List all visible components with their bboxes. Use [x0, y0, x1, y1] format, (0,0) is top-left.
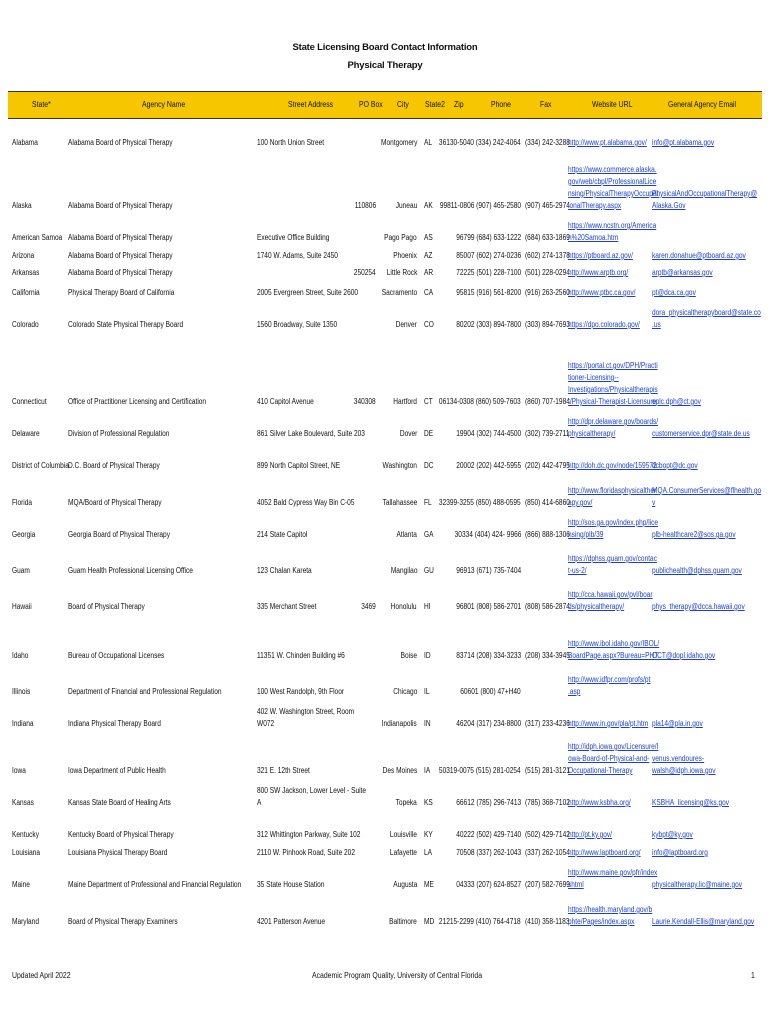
- agency-name: Division of Professional Regulation: [68, 429, 170, 438]
- city: Des Moines: [382, 766, 417, 775]
- agency-name: MQA/Board of Physical Therapy: [68, 498, 162, 507]
- state-code: ME: [424, 880, 434, 889]
- street-address: 2110 W. Pinhook Road, Suite 202: [257, 848, 355, 857]
- website-link[interactable]: owa-Board-of-Physical-and-: [568, 754, 650, 763]
- website-link[interactable]: http://idph.iowa.gov/Licensure/I: [568, 742, 659, 751]
- fax: (866) 888-1306: [525, 530, 570, 539]
- email-link[interactable]: phys_therapy@dcca.hawaii.gov: [652, 602, 745, 611]
- city: Topeka: [395, 798, 417, 807]
- email-link[interactable]: OCT@dopl.idaho.gov: [652, 651, 716, 660]
- website-link[interactable]: https://ptboard.az.gov/: [568, 251, 633, 260]
- website-link[interactable]: http://doh.dc.gov/node/159572: [568, 461, 657, 470]
- state-code: GU: [424, 566, 434, 575]
- website-link[interactable]: http://www.ibol.idaho.gov/IBOL/: [568, 639, 660, 648]
- state-code: FL: [424, 498, 432, 507]
- col-agency: Agency Name: [142, 100, 186, 109]
- fax: (860) 707-1984: [525, 397, 570, 406]
- state-code: AZ: [424, 251, 433, 260]
- email-link[interactable]: pt@dca.ca.gov: [652, 288, 696, 297]
- state-code: KY: [424, 830, 433, 839]
- state-code: HI: [424, 602, 431, 611]
- col-state: State*: [32, 100, 51, 109]
- street-address: 410 Capitol Avenue: [257, 397, 314, 406]
- po-box: 250254: [354, 268, 376, 277]
- state-code: ID: [424, 651, 431, 660]
- city: Sacramento: [381, 288, 417, 297]
- zip-phone: 85007 (602) 274-0236: [456, 251, 521, 260]
- state-code: DC: [424, 461, 434, 470]
- state-name: Arkansas: [12, 268, 40, 277]
- email-link[interactable]: v: [652, 498, 656, 507]
- website-link[interactable]: https://dphss.guam.gov/contac: [568, 554, 657, 563]
- fax: (303) 894-7693: [525, 320, 570, 329]
- state-name: Delaware: [12, 429, 40, 438]
- state-code: AL: [424, 138, 433, 147]
- website-link[interactable]: https://health.maryland.gov/b: [568, 905, 653, 914]
- fax: (302) 739-2711: [525, 429, 570, 438]
- state-code: CA: [424, 288, 434, 297]
- website-link[interactable]: .asp: [568, 687, 581, 696]
- zip-phone: 36130-5040 (334) 242-4064: [439, 138, 521, 147]
- website-link[interactable]: https://www.ncstn.org/America: [568, 221, 657, 230]
- footer-source: Academic Program Quality, University of Central Florida: [312, 971, 483, 980]
- agency-name: Alabama Board of Physical Therapy: [68, 233, 173, 242]
- website-link[interactable]: phte/Pages/index.aspx: [568, 917, 635, 926]
- zip-phone: 96913 (671) 735-7404: [456, 566, 521, 575]
- website-link[interactable]: ionalTherapy.aspx: [568, 201, 622, 210]
- zip-phone: 95815 (916) 561-8200: [456, 288, 521, 297]
- col-state2: State2: [425, 100, 445, 109]
- website-link[interactable]: http://www.laptboard.org/: [568, 848, 641, 857]
- street-address: 123 Chalan Kareta: [257, 566, 312, 575]
- state-name: American Samoa: [12, 233, 63, 242]
- city: Honolulu: [391, 602, 417, 611]
- email-link[interactable]: plb-healthcare2@sos.ga.gov: [652, 530, 736, 539]
- agency-name: Alabama Board of Physical Therapy: [68, 201, 173, 210]
- fax: (317) 233-4236: [525, 719, 570, 728]
- email-link[interactable]: walsh@idph.iowa.gov: [652, 766, 716, 775]
- state-code: AS: [424, 233, 433, 242]
- city: Atlanta: [396, 530, 417, 539]
- city: Augusta: [392, 880, 417, 889]
- fax: (602) 274-1378: [525, 251, 570, 260]
- email-link[interactable]: publichealth@dphss.guam.gov: [652, 566, 742, 575]
- agency-name: Maine Department of Professional and Financial Regulation: [68, 880, 242, 889]
- state-name: California: [12, 288, 40, 297]
- fax: (850) 414-6860: [525, 498, 570, 507]
- website-link[interactable]: ds/physicaltherapy/: [568, 602, 625, 611]
- state-name: Georgia: [12, 530, 36, 539]
- website-link[interactable]: http://www.ksbha.org/: [568, 798, 631, 807]
- agency-name: Department of Financial and Professional Regulation: [68, 687, 222, 696]
- city: Little Rock: [386, 268, 417, 277]
- agency-name: Iowa Department of Public Health: [68, 766, 166, 775]
- zip-phone: 96799 (684) 633-1222: [456, 233, 521, 242]
- fax: (515) 281-3121: [525, 766, 570, 775]
- email-link[interactable]: Alaska.Gov: [652, 201, 686, 210]
- email-link[interactable]: info@laptboard.org: [652, 848, 708, 857]
- fax: (410) 358-1183: [525, 917, 570, 926]
- fax: (207) 582-7699: [525, 880, 570, 889]
- city: Pago Pago: [384, 233, 417, 242]
- footer-page-number: 1: [751, 971, 755, 980]
- agency-name: Board of Physical Therapy: [68, 602, 145, 611]
- state-code: KS: [424, 798, 433, 807]
- state-code: AK: [424, 201, 433, 210]
- state-code: MD: [424, 917, 435, 926]
- state-name: Kentucky: [12, 830, 39, 839]
- street-address: 800 SW Jackson, Lower Level - Suite: [257, 786, 367, 795]
- city: Denver: [395, 320, 417, 329]
- state-name: Kansas: [12, 798, 34, 807]
- fax: (808) 586-2874: [525, 602, 570, 611]
- state-name: Maryland: [12, 917, 39, 926]
- street-address: 1560 Broadway, Suite 1350: [257, 320, 338, 329]
- document-title: State Licensing Board Contact Information: [292, 42, 478, 53]
- state-name: Hawaii: [12, 602, 32, 611]
- state-code: GA: [424, 530, 434, 539]
- email-link[interactable]: KSBHA_licensing@ks.gov: [652, 798, 730, 807]
- state-name: Florida: [12, 498, 33, 507]
- website-link[interactable]: http://www.pt.alabama.gov/: [568, 138, 647, 147]
- fax: (907) 465-2974: [525, 201, 570, 210]
- email-link[interactable]: info@pt.alabama.gov: [652, 138, 715, 147]
- fax: (208) 334-3945: [525, 651, 570, 660]
- col-street: Street Address: [288, 100, 334, 109]
- website-link[interactable]: t/Physical-Therapist-Licensure: [568, 397, 657, 406]
- po-box: 3469: [361, 602, 376, 611]
- street-address: 214 State Capitol: [257, 530, 308, 539]
- city: Montgomery: [380, 138, 417, 147]
- city: Juneau: [395, 201, 417, 210]
- street-address: 402 W. Washington Street, Room: [257, 707, 355, 716]
- agency-name: Board of Physical Therapy Examiners: [68, 917, 178, 926]
- website-link[interactable]: gov/web/cbpl/ProfessionalLice: [568, 177, 657, 186]
- fax: (501) 228-0294: [525, 268, 570, 277]
- city: Louisville: [390, 830, 417, 839]
- website-link[interactable]: tioner-Licensing--: [568, 373, 619, 382]
- city: Indianapolis: [381, 719, 417, 728]
- website-link[interactable]: https://portal.ct.gov/DPH/Practi: [568, 361, 658, 370]
- website-link[interactable]: http://www.maine.gov/pfr/index: [568, 868, 658, 877]
- fax: (337) 262-1054: [525, 848, 570, 857]
- agency-name: D.C. Board of Physical Therapy: [68, 461, 160, 470]
- website-link[interactable]: n%20Samoa.htm: [568, 233, 619, 242]
- email-link[interactable]: MQA.ConsumerServices@flhealth.go: [652, 486, 762, 495]
- website-link[interactable]: Occupational-Therapy: [568, 766, 633, 775]
- website-link[interactable]: http://cca.hawaii.gov/pvl/boar: [568, 590, 653, 599]
- street-address: 100 West Randolph, 9th Floor: [257, 687, 345, 696]
- email-link[interactable]: venus.vendoures-: [652, 754, 705, 763]
- website-link[interactable]: BoardPage.aspx?Bureau=PHT: [568, 651, 659, 660]
- website-link[interactable]: http://dpr.delaware.gov/boards/: [568, 417, 659, 426]
- city: Chicago: [392, 687, 417, 696]
- state-name: Indiana: [12, 719, 34, 728]
- zip-phone: 40222 (502) 429-7140: [456, 830, 521, 839]
- email-link[interactable]: dora_physicaltherapyboard@state.co: [652, 308, 761, 317]
- agency-name: Alabama Board of Physical Therapy: [68, 268, 173, 277]
- street-address: 312 Whittington Parkway, Suite 102: [257, 830, 361, 839]
- zip-phone: 50319-0075 (515) 281-0254: [439, 766, 521, 775]
- street-address: 899 North Capitol Street, NE: [257, 461, 341, 470]
- email-link[interactable]: PhysicalAndOccupationalTherapy@: [652, 189, 758, 198]
- state-name: District of Columbia: [12, 461, 69, 470]
- website-link[interactable]: https://www.commerce.alaska.: [568, 165, 657, 174]
- street-address: 861 Silver Lake Boulevard, Suite 203: [257, 429, 365, 438]
- website-link[interactable]: nsing/PhysicalTherapyOccupat: [568, 189, 659, 198]
- street-address: Executive Office Building: [257, 233, 330, 242]
- col-pobox: PO Box: [359, 100, 383, 109]
- col-website: Website URL: [592, 100, 633, 109]
- website-link[interactable]: http://pt.ky.gov/: [568, 830, 612, 839]
- state-code: AR: [424, 268, 434, 277]
- zip-phone: 06134-0308 (860) 509-7603: [439, 397, 521, 406]
- state-code: IN: [424, 719, 431, 728]
- website-link[interactable]: apy.gov/: [568, 498, 593, 507]
- state-code: IA: [424, 766, 431, 775]
- agency-name: Alabama Board of Physical Therapy: [68, 138, 173, 147]
- zip-phone: 21215-2299 (410) 764-4718: [439, 917, 521, 926]
- city: Washington: [382, 461, 417, 470]
- street-address: 11351 W. Chinden Building #6: [257, 651, 345, 660]
- footer-updated: Updated April 2022: [12, 971, 71, 980]
- email-link[interactable]: Laurie.Kendall-Ellis@maryland.gov: [652, 917, 755, 926]
- state-name: Colorado: [12, 320, 39, 329]
- state-name: Maine: [12, 880, 30, 889]
- email-link[interactable]: arptb@arkansas.gov: [652, 268, 713, 277]
- agency-name: Louisiana Physical Therapy Board: [68, 848, 168, 857]
- street-address: 4052 Bald Cypress Way Bin C-05: [257, 498, 355, 507]
- agency-name: Office of Practitioner Licensing and Certification: [68, 397, 207, 406]
- agency-name: Alabama Board of Physical Therapy: [68, 251, 173, 260]
- city: Mangilao: [390, 566, 417, 575]
- street-address: 100 North Union Street: [257, 138, 325, 147]
- fax: (334) 242-3288: [525, 138, 570, 147]
- city: Lafayette: [390, 848, 417, 857]
- city: Dover: [399, 429, 417, 438]
- state-code: IL: [424, 687, 430, 696]
- state-name: Connecticut: [12, 397, 47, 406]
- agency-name: Indiana Physical Therapy Board: [68, 719, 161, 728]
- zip-phone: 80202 (303) 894-7800: [456, 320, 521, 329]
- website-link[interactable]: http://www.floridasphysicalther: [568, 486, 657, 495]
- zip-phone: 19904 (302) 744-4500: [456, 429, 521, 438]
- col-zip: Zip: [454, 100, 464, 109]
- city: Tallahassee: [382, 498, 417, 507]
- col-fax: Fax: [540, 100, 552, 109]
- fax: (202) 442-4795: [525, 461, 570, 470]
- street-address: 2005 Evergreen Street, Suite 2600: [257, 288, 359, 297]
- agency-name: Kansas State Board of Healing Arts: [68, 798, 171, 807]
- state-code: DE: [424, 429, 434, 438]
- website-link[interactable]: t-us-2/: [568, 566, 587, 575]
- street-address: A: [257, 798, 262, 807]
- state-name: Guam: [12, 566, 30, 575]
- zip-phone: 20002 (202) 442-5955: [456, 461, 521, 470]
- city: Baltimore: [389, 917, 417, 926]
- city: Hartford: [393, 397, 417, 406]
- email-link[interactable]: dcbopt@dc.gov: [652, 461, 698, 470]
- email-link[interactable]: .us: [652, 320, 661, 329]
- website-link[interactable]: shtml: [568, 880, 584, 889]
- email-link[interactable]: oplc.dph@ct.gov: [652, 397, 701, 406]
- state-name: Illinois: [12, 687, 31, 696]
- street-address: 321 E. 12th Street: [257, 766, 310, 775]
- agency-name: Colorado State Physical Therapy Board: [68, 320, 184, 329]
- website-link[interactable]: nsing/plb/39: [568, 530, 604, 539]
- agency-name: Bureau of Occupational Licenses: [68, 651, 165, 660]
- state-name: Louisiana: [12, 848, 41, 857]
- state-name: Idaho: [12, 651, 29, 660]
- website-link[interactable]: http://www.ptbc.ca.gov/: [568, 288, 636, 297]
- fax: (785) 368-7102: [525, 798, 570, 807]
- agency-name: Guam Health Professional Licensing Office: [68, 566, 193, 575]
- agency-name: Physical Therapy Board of California: [68, 288, 175, 297]
- email-link[interactable]: karen.donahue@ptboard.az.gov: [652, 251, 746, 260]
- website-link[interactable]: http://www.in.gov/pla/pt.htm: [568, 719, 649, 728]
- state-code: CO: [424, 320, 434, 329]
- email-link[interactable]: physicaltherapy.lic@maine.gov: [652, 880, 743, 889]
- po-box: 110806: [354, 201, 376, 210]
- street-address: 35 State House Station: [257, 880, 325, 889]
- state-name: Arizona: [12, 251, 35, 260]
- zip-phone: 70508 (337) 262-1043: [456, 848, 521, 857]
- state-code: CT: [424, 397, 433, 406]
- fax: (916) 263-2560: [525, 288, 570, 297]
- city: Phoenix: [393, 251, 417, 260]
- email-link[interactable]: pla14@pla.in.gov: [652, 719, 703, 728]
- document-subtitle: Physical Therapy: [347, 60, 423, 71]
- zip-phone: 30334 (404) 424- 9966: [454, 530, 521, 539]
- website-link[interactable]: http://www.idfpr.com/profs/pt: [568, 675, 651, 684]
- fax: (502) 429-7142: [525, 830, 570, 839]
- agency-name: Georgia Board of Physical Therapy: [68, 530, 170, 539]
- website-link[interactable]: http://www.arptb.org/: [568, 268, 629, 277]
- zip-phone: 96801 (808) 586-2701: [456, 602, 521, 611]
- street-address: 1740 W. Adams, Suite 2450: [257, 251, 338, 260]
- zip-phone: 66612 (785) 296-7413: [456, 798, 521, 807]
- state-name: Alabama: [12, 138, 38, 147]
- zip-phone: 83714 (208) 334-3233: [456, 651, 521, 660]
- col-city: City: [397, 100, 409, 109]
- state-name: Iowa: [12, 766, 26, 775]
- street-address: 4201 Patterson Avenue: [257, 917, 326, 926]
- street-address: W072: [257, 719, 275, 728]
- email-link[interactable]: kybpt@ky.gov: [652, 830, 693, 839]
- zip-phone: 72225 (501) 228-7100: [456, 268, 521, 277]
- website-link[interactable]: physicaltherapy/: [568, 429, 616, 438]
- state-code: LA: [424, 848, 433, 857]
- col-email: General Agency Email: [668, 100, 737, 109]
- zip-phone: 46204 (317) 234-8800: [456, 719, 521, 728]
- agency-name: Kentucky Board of Physical Therapy: [68, 830, 174, 839]
- zip-phone: 60601 (800) 47+H40: [460, 687, 521, 696]
- state-name: Alaska: [12, 201, 32, 210]
- city: Boise: [400, 651, 417, 660]
- col-phone: Phone: [491, 100, 511, 109]
- website-link[interactable]: Investigations/Physicaltherapis: [568, 385, 658, 394]
- email-link[interactable]: customerservice.dpr@state.de.us: [652, 429, 750, 438]
- zip-phone: 99811-0806 (907) 465-2580: [439, 201, 521, 210]
- fax: (684) 633-1869: [525, 233, 570, 242]
- po-box: 340308: [354, 397, 376, 406]
- zip-phone: 32399-3255 (850) 488-0595: [439, 498, 521, 507]
- zip-phone: 04333 (207) 624-8527: [456, 880, 521, 889]
- website-link[interactable]: https://dpo.colorado.gov/: [568, 320, 640, 329]
- street-address: 335 Merchant Street: [257, 602, 317, 611]
- website-link[interactable]: http://sos.ga.gov/index.php/lice: [568, 518, 659, 527]
